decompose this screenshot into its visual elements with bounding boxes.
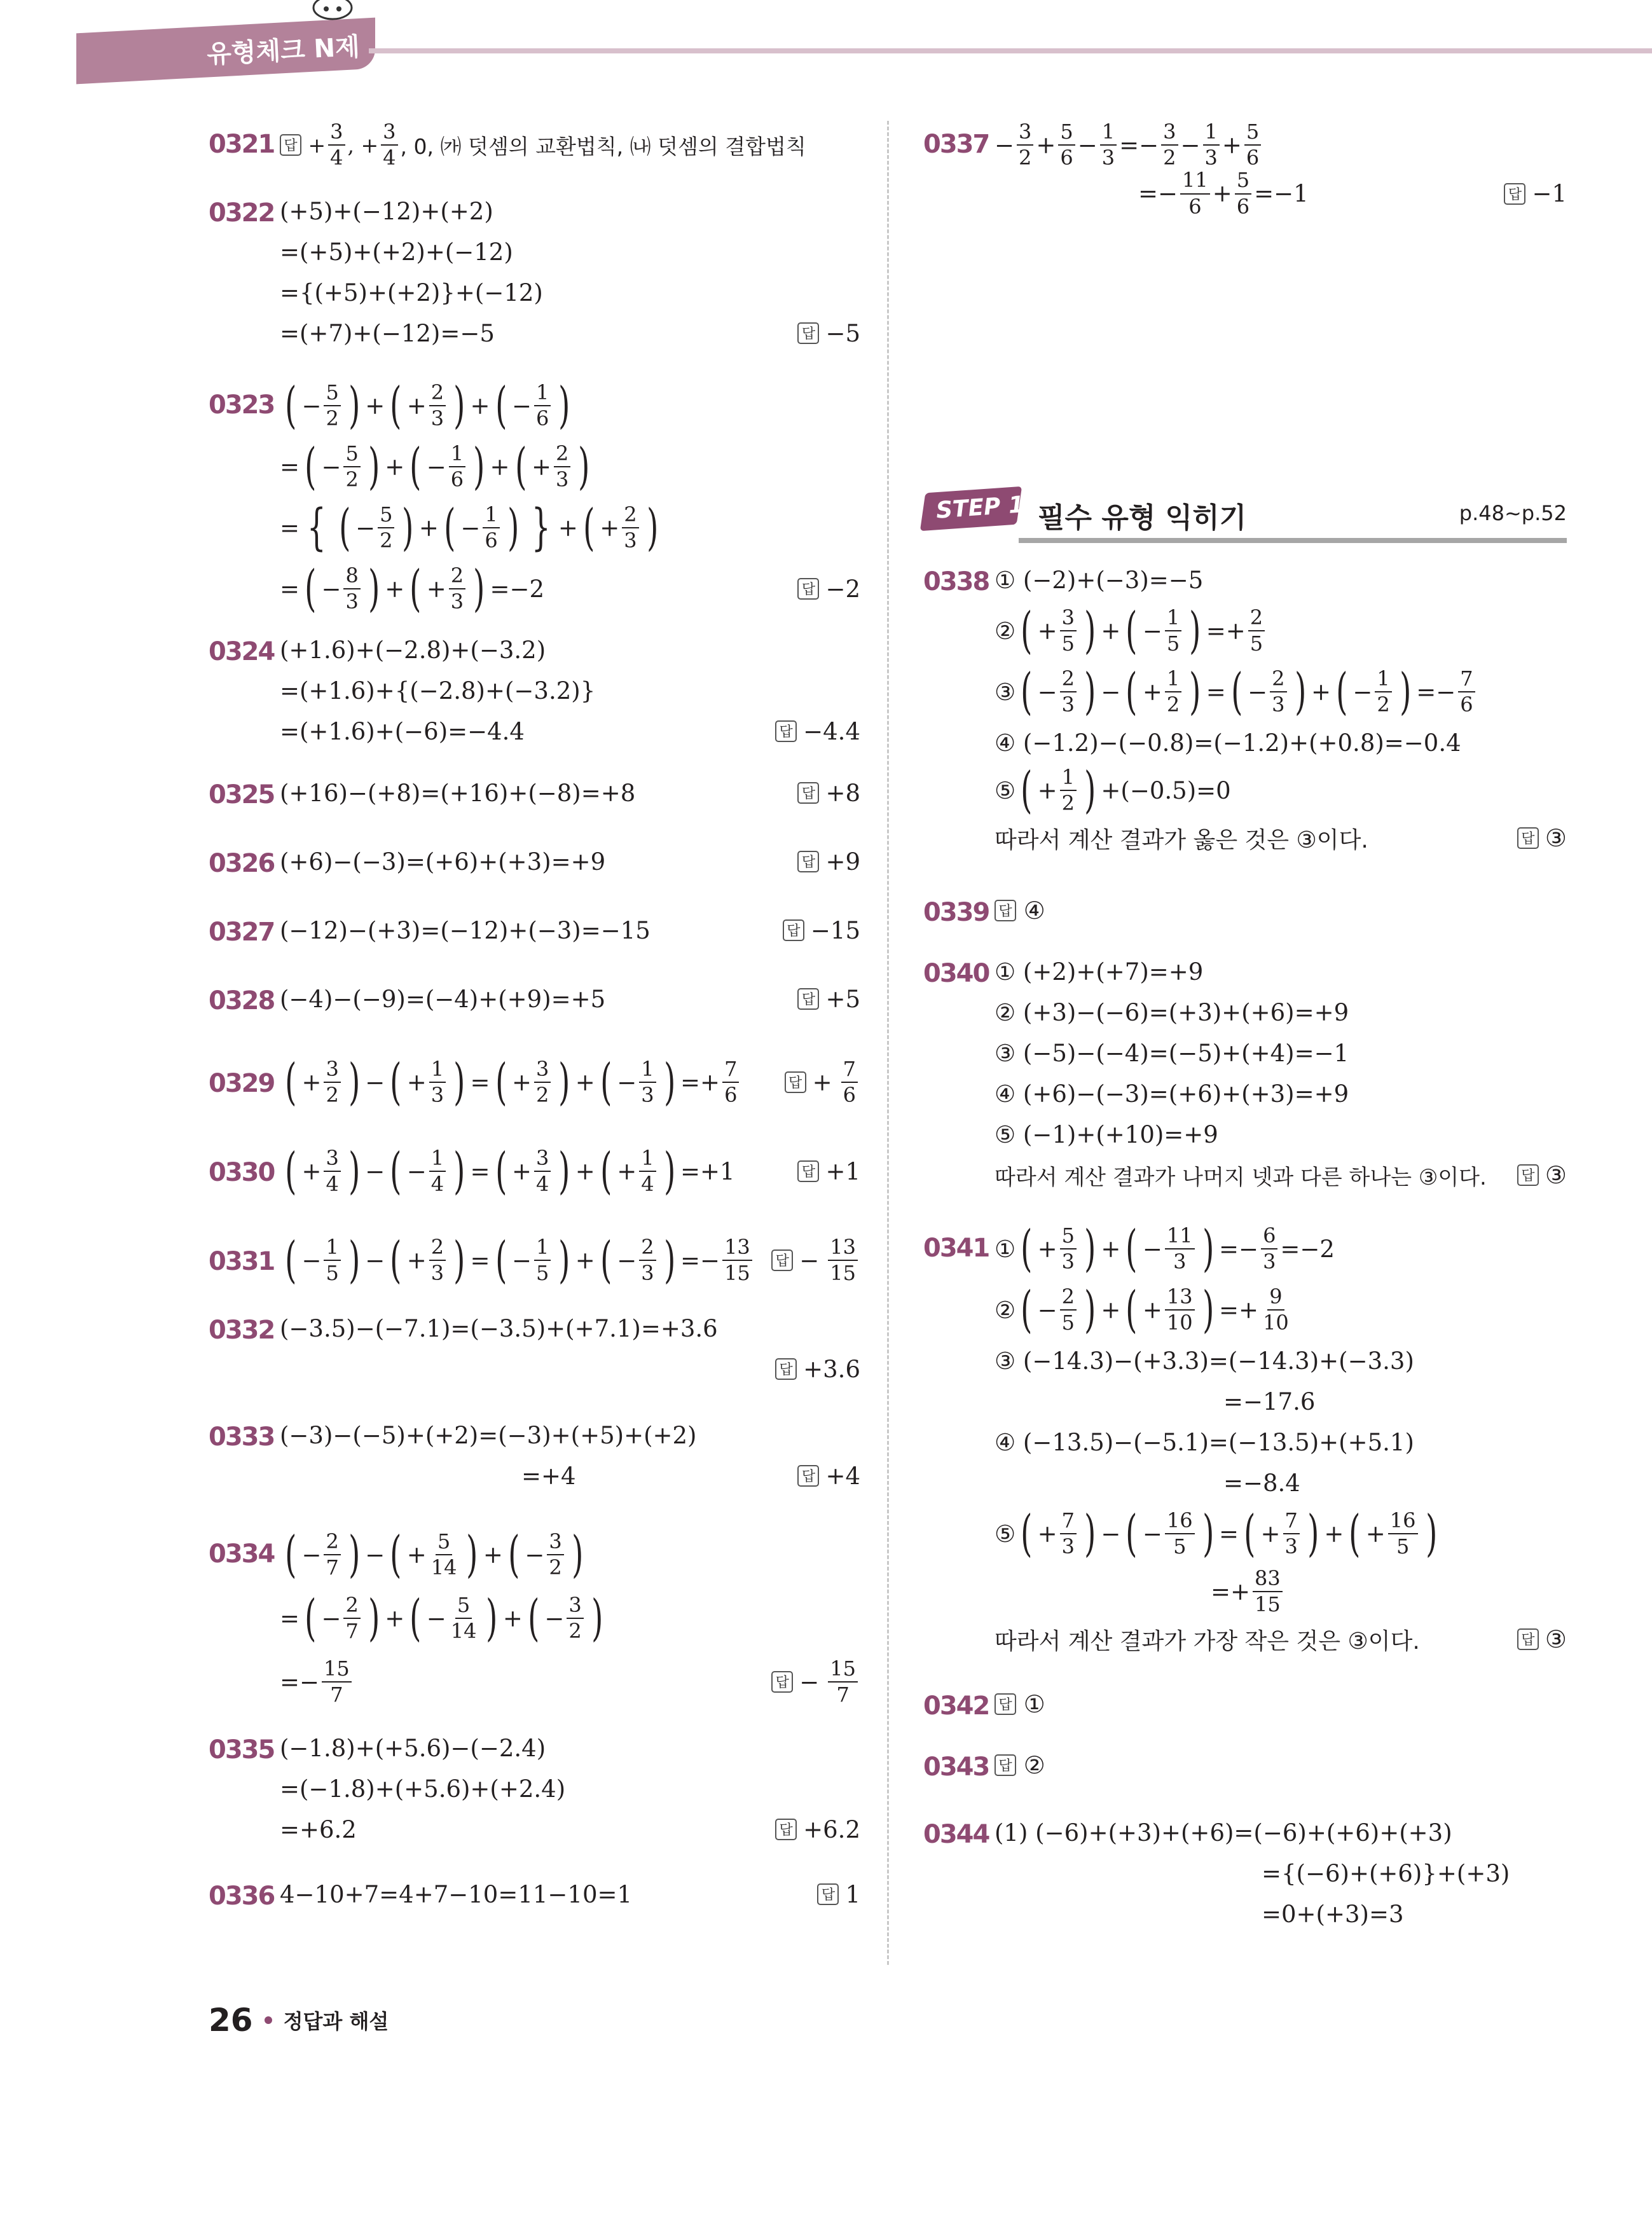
step-line: =(+1.6)+(−6)=−4.4 [280, 717, 525, 745]
step-line: ④ (−13.5)−(−5.1)=(−13.5)+(+5.1) [995, 1428, 1414, 1456]
answer-mark: 답 [995, 1693, 1016, 1715]
problem-number: 0331 [209, 1247, 275, 1276]
answer-value: 1 [845, 1880, 860, 1908]
answer-value: ③ [1545, 1161, 1567, 1189]
problem-0339 [923, 890, 1567, 951]
problem-0341: 0341 ① ( + 5 3 ) + ( − 11 3 ) =− 6 3 =−2 ② ( − 2 5 ) + ( + 13 10 ) =+ 9 10 ③ (−14.3)−(+3.3)=(−14.3)+(−3.3) =−17.6 ④ (−13.5)−(−5.1)=(−13.5)+(+5.1) =−8.4 ⑤ ( + 7 3 ) − ( − 16 5 ) = ( + 7 3 ) + ( + 16 5 ) =+ $\frac{83}{15}$ 따라서 계산 결과가 가장 작은 것은 ③이다. 답 ③ [923, 1220, 1567, 1655]
problem-0327 [209, 910, 860, 979]
problem-number: 0326 [209, 849, 275, 878]
answer-mark: 답 [797, 1465, 819, 1487]
answer-mark: 답 [1517, 1164, 1539, 1186]
answer-mark: 답 [1504, 183, 1525, 205]
answer-mark: 답 [797, 988, 819, 1010]
problem-0329: 0329 ( + 3 2 ) − ( + 1 3 ) = ( + 3 2 ) + ( − 1 3 ) =+ 7 6 답 + 7 6 [209, 1047, 860, 1136]
step-line: =+4 [521, 1462, 576, 1490]
step-line: (−4)−(−9)=(−4)+(+9)=+5 [280, 985, 606, 1013]
step-line: ④ (−1.2)−(−0.8)=(−1.2)+(+0.8)=−0.4 [995, 729, 1461, 757]
answer-value: −2 [825, 575, 860, 603]
right-column [923, 121, 1567, 1946]
problem-0324 [209, 630, 860, 773]
answer-mark: 답 [783, 919, 804, 941]
answer-mark: 답 [1517, 827, 1539, 849]
problem-0336 [209, 1874, 860, 1925]
answer-value: +4 [825, 1462, 860, 1490]
page-footer [209, 2002, 389, 2039]
answer-value: ③ [1545, 1625, 1567, 1653]
section-title: 유형체크 N제 [206, 32, 361, 70]
answer-value: −1 [1532, 180, 1567, 208]
step-line: (+1.6)+(−2.8)+(−3.2) [280, 636, 546, 664]
problem-number: 0335 [209, 1735, 275, 1765]
answer-value: ① [1023, 1690, 1045, 1718]
answer-mark: 답 [785, 1071, 806, 1093]
answer-mark: 답 [280, 134, 301, 156]
answer-value: +5 [825, 985, 860, 1013]
problem-0342 [923, 1684, 1567, 1745]
answer-mark: 답 [995, 900, 1016, 921]
footer-label: 정답과 해설 [283, 2009, 389, 2034]
step-banner [923, 477, 1567, 553]
step-line: ⑤ (−1)+(+10)=+9 [995, 1120, 1218, 1148]
problem-number: 0325 [209, 780, 275, 809]
step-line: =+6.2 [280, 1815, 357, 1843]
step-line: (−3.5)−(−7.1)=(−3.5)+(+7.1)=+3.6 [280, 1314, 718, 1342]
problem-0343 [923, 1745, 1567, 1812]
answer-value: −15 [810, 916, 860, 944]
answer-mark: 답 [775, 1819, 797, 1840]
answer-mark: 답 [775, 1358, 797, 1380]
step-line: =−17.6 [1223, 1387, 1316, 1415]
answer-mark: 답 [817, 1883, 839, 1905]
problem-0344 [923, 1812, 1567, 1946]
problem-0333 [209, 1415, 860, 1523]
answer-mark: 답 [995, 1754, 1016, 1776]
step-line: ={(−6)+(+6)}+(+3) [1262, 1859, 1510, 1887]
step-line: ① (−2)+(−3)=−5 [995, 566, 1204, 594]
step-line: (+6)−(−3)=(+6)+(+3)=+9 [280, 848, 606, 876]
answer-value: ④ [1023, 897, 1045, 925]
step-line: =−8.4 [1223, 1469, 1300, 1497]
problem-number: 0344 [923, 1820, 989, 1849]
answer-mark: 답 [797, 578, 819, 600]
problem-0331: 0331 ( − 1 5 ) − ( + 2 3 ) = ( − 1 5 ) + ( − 2 3 ) =− 13 15 답 − 13 15 [209, 1225, 860, 1308]
answer-value: +6.2 [803, 1815, 860, 1843]
problem-number: 0328 [209, 986, 275, 1015]
problem-number: 0343 [923, 1752, 989, 1782]
problem-number: 0338 [923, 567, 989, 596]
answer-mark: 답 [775, 720, 797, 742]
problem-number: 0330 [209, 1158, 275, 1187]
answer-mark: 답 [797, 851, 819, 872]
problem-number: 0333 [209, 1422, 275, 1452]
answer-text: , 0, ㈎ 덧셈의 교환법칙, ㈏ 덧셈의 결합법칙 [400, 134, 806, 159]
answer-value: −5 [825, 319, 860, 347]
problem-number: 0332 [209, 1316, 275, 1345]
problem-number: 0337 [923, 130, 989, 159]
step-line: 4−10+7=4+7−10=11−10=1 [280, 1880, 633, 1908]
problem-number: 0322 [209, 198, 275, 228]
page-range: p.48~p.52 [1459, 501, 1567, 525]
step-line: (+5)+(−12)+(+2) [280, 197, 493, 225]
step-line: ③ (−5)−(−4)=(−5)+(+4)=−1 [995, 1039, 1349, 1067]
step-line: ③ (−14.3)−(+3.3)=(−14.3)+(−3.3) [995, 1347, 1414, 1375]
problem-number: 0340 [923, 959, 989, 988]
step-line: (−3)−(−5)+(+2)=(−3)+(+5)+(+2) [280, 1421, 697, 1449]
step-line: ② (+3)−(−6)=(+3)+(+6)=+9 [995, 998, 1349, 1026]
mascot-icon [304, 0, 361, 25]
step-line: ={(+5)+(+2)}+(−12) [280, 279, 543, 306]
problem-0325 [209, 773, 860, 841]
problem-number: 0339 [923, 898, 989, 927]
step-line: ④ (+6)−(−3)=(+6)+(+3)=+9 [995, 1080, 1349, 1108]
step-line: (−12)−(+3)=(−12)+(−3)=−15 [280, 916, 650, 944]
answer-value: +8 [825, 779, 860, 807]
step-line: =(+1.6)+{(−2.8)+(−3.2)} [280, 677, 596, 705]
problem-0330: 0330 ( + 3 4 ) − ( − 1 4 ) = ( + 3 4 ) + ( + 1 4 ) =+1 답 +1 [209, 1142, 860, 1200]
answer-mark: 답 [1517, 1628, 1539, 1650]
problem-number: 0327 [209, 918, 275, 947]
problem-0338: 0338 ① (−2)+(−3)=−5 ② ( + 3 5 ) + ( − 1 5 ) =+ 2 5 ③ ( − 2 3 ) − ( + 1 2 ) = ( − 2 3 ) + ( − 1 2 ) =− 7 6 ④ (−1.2)−(−0.8)=(−1.2)+(+0.8)=−0.4 ⑤ ( + 1 2 ) +(−0.5)=0 따라서 계산 결과가 옳은 것은 ③이다. 답 ③ [923, 560, 1567, 890]
answer-value: ③ [1545, 824, 1567, 852]
problem-number: 0321 [209, 130, 275, 159]
header-rule [369, 48, 1652, 53]
column-divider [887, 121, 889, 1965]
conclusion: 따라서 계산 결과가 가장 작은 것은 ③이다. [995, 1628, 1420, 1655]
step-line: (−1.8)+(+5.6)−(−2.4) [280, 1734, 546, 1762]
problem-0326 [209, 841, 860, 910]
conclusion: 따라서 계산 결과가 옳은 것은 ③이다. [995, 827, 1368, 853]
conclusion: 따라서 계산 결과가 나머지 넷과 다른 하나는 ③이다. [995, 1164, 1487, 1190]
answer-mark: 답 [797, 782, 819, 804]
answer-value: +3.6 [803, 1355, 860, 1383]
answer-mark: 답 [797, 322, 819, 344]
problem-0323: 0323 ( − 5 2 ) + ( + 2 3 ) + ( − 1 6 ) = ( − 5 2 ) + ( − 1 6 ) + ( + 2 3 ) = { ( − 5 2 ) + ( − 1 6 ) } + ( + 2 3 ) = ( − 8 3 ) + ( + 2 3 ) =−2 답 −2 [209, 376, 860, 617]
problem-number: 0336 [209, 1882, 275, 1911]
step-rule [1019, 538, 1567, 543]
problem-number: 0329 [209, 1069, 275, 1098]
problem-number: 0341 [923, 1234, 989, 1263]
problem-0321: 0321 답 + $\frac{3}{4}$ , + $\frac{3}{4}$ , 0, ㈎ 덧셈의 교환법칙, ㈏ 덧셈의 결합법칙 [209, 120, 806, 170]
step-line: =(−1.8)+(+5.6)+(+2.4) [280, 1775, 566, 1803]
problem-number: 0334 [209, 1539, 275, 1569]
step-line: ① (+2)+(+7)=+9 [995, 958, 1204, 986]
answer-mark: 답 [771, 1671, 793, 1693]
step-line: =(+5)+(+2)+(−12) [280, 238, 513, 266]
step-line: (1) (−6)+(+3)+(+6)=(−6)+(+6)+(+3) [995, 1819, 1452, 1847]
answer-value: ② [1023, 1751, 1045, 1779]
problem-0334: 0334 ( − 2 7 ) − ( + 5 14 ) + ( − 3 2 ) = ( − 2 7 ) + ( − 5 14 ) + ( − 3 2 ) =− 15 7 답 − 15 7 [209, 1523, 860, 1728]
problem-0340 [923, 951, 1567, 1218]
problem-0328 [209, 979, 860, 1047]
page-number: 26 [209, 2002, 253, 2039]
problem-number: 0324 [209, 637, 275, 666]
problem-0335 [209, 1728, 860, 1874]
step-line: =0+(+3)=3 [1262, 1900, 1404, 1928]
problem-0337: 0337 − 3 2 + 5 6 − 1 3 =− 3 2 − 1 3 + 5 6 =− $\frac{11}{6}$ + 5 6 =−1 답 −1 [923, 120, 1567, 219]
step-title: 필수 유형 익히기 [1038, 502, 1247, 534]
problem-number: 0342 [923, 1691, 989, 1721]
bullet-dot-icon [265, 2016, 272, 2024]
step-line: (+16)−(+8)=(+16)+(−8)=+8 [280, 779, 636, 807]
answer-mark: 답 [797, 1160, 819, 1182]
answer-mark: 답 [771, 1249, 793, 1271]
problem-0332 [209, 1308, 860, 1415]
answer-value: +9 [825, 848, 860, 876]
step-label: STEP 1 [935, 492, 1026, 524]
left-column [209, 121, 860, 1925]
answer-value: +1 [825, 1157, 860, 1185]
answer-value: −4.4 [803, 717, 860, 745]
step-line: =(+7)+(−12)=−5 [280, 319, 495, 347]
problem-0322 [209, 191, 860, 375]
problem-number: 0323 [209, 390, 275, 420]
